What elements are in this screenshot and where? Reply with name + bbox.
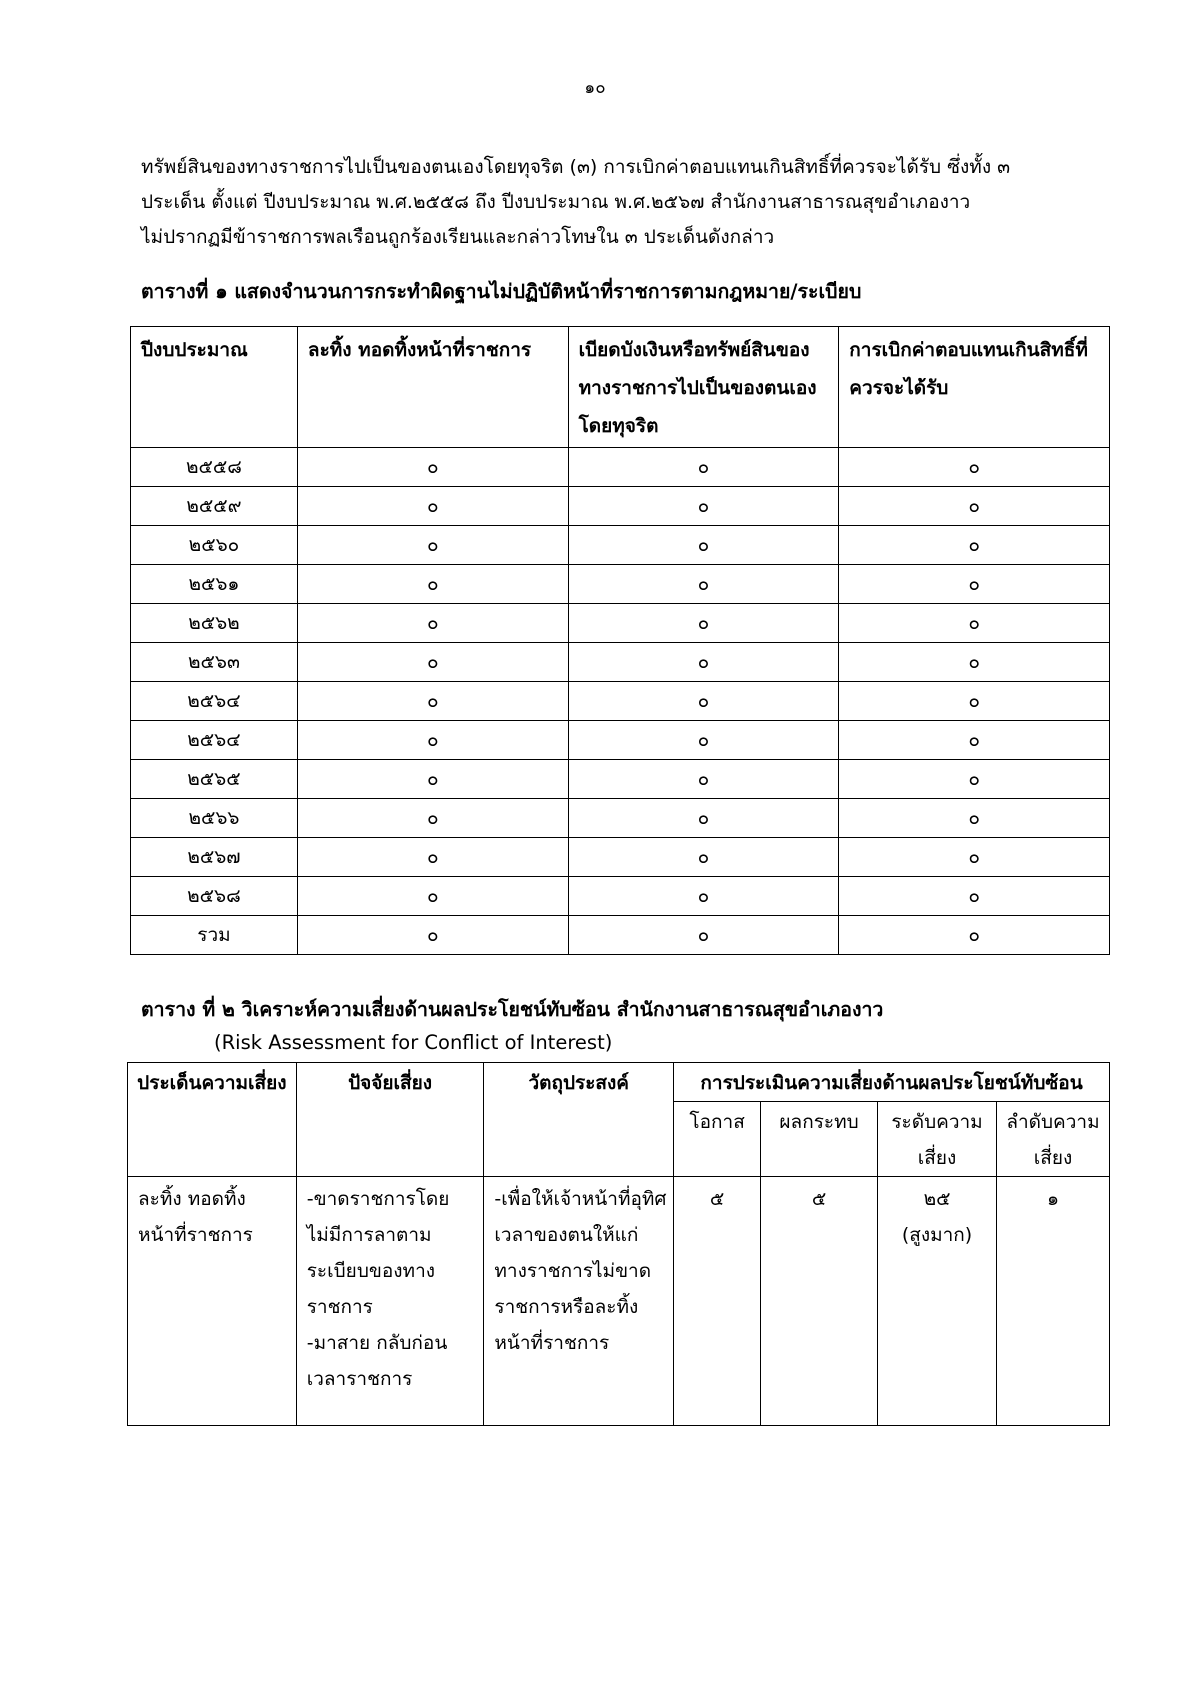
fiscal-year-cell: ๒๕๖๔ xyxy=(131,682,298,721)
count-cell: ๐ xyxy=(839,721,1110,760)
table-row xyxy=(131,682,1110,721)
count-cell: ๐ xyxy=(297,643,568,682)
count-cell: ๐ xyxy=(568,682,839,721)
count-cell: ๐ xyxy=(297,526,568,565)
count-cell: ๐ xyxy=(568,487,839,526)
count-cell: ๐ xyxy=(839,565,1110,604)
fiscal-year-cell: ๒๕๖๓ xyxy=(131,643,298,682)
count-cell: ๐ xyxy=(297,604,568,643)
count-cell: ๐ xyxy=(568,643,839,682)
table-row xyxy=(128,1177,1110,1426)
count-cell: ๐ xyxy=(297,760,568,799)
table-header-row xyxy=(128,1063,1110,1102)
header-risk-issue: ประเด็นความเสี่ยง xyxy=(128,1063,297,1177)
table-row xyxy=(131,526,1110,565)
count-cell: ๐ xyxy=(568,916,839,955)
risk-assessment-table xyxy=(127,1062,1110,1426)
count-cell: ๐ xyxy=(297,487,568,526)
count-cell: ๐ xyxy=(568,838,839,877)
fiscal-year-cell: ๒๕๖๒ xyxy=(131,604,298,643)
count-cell: ๐ xyxy=(568,526,839,565)
count-cell: ๐ xyxy=(297,877,568,916)
table-row xyxy=(131,721,1110,760)
count-cell: ๐ xyxy=(297,799,568,838)
fiscal-year-cell: รวม xyxy=(131,916,298,955)
header-impact: ผลกระทบ xyxy=(761,1102,878,1177)
count-cell: ๐ xyxy=(568,799,839,838)
count-cell: ๐ xyxy=(839,526,1110,565)
count-cell: ๐ xyxy=(568,604,839,643)
intro-line: ประเด็น ตั้งแต่ ปีงบประมาณ พ.ศ.๒๕๕๘ ถึง ปีงบประมาณ พ.ศ.๒๕๖๗ สำนักงานสาธารณสุขอำเภองาว xyxy=(141,191,971,213)
count-cell: ๐ xyxy=(568,448,839,487)
table2-caption: ตาราง ที่ ๒ วิเคราะห์ความเสี่ยงด้านผลประโยชน์ทับซ้อน สำนักงานสาธารณสุขอำเภองาว xyxy=(141,998,884,1021)
header-fiscal-year: ปีงบประมาณ xyxy=(131,327,298,448)
fiscal-year-cell: ๒๕๖๗ xyxy=(131,838,298,877)
count-cell: ๐ xyxy=(568,877,839,916)
header-risk-rank: ลำดับความเสี่ยง xyxy=(997,1102,1110,1177)
intro-line: ทรัพย์สินของทางราชการไปเป็นของตนเองโดยทุจริต (๓) การเบิกค่าตอบแทนเกินสิทธิ์ที่ควรจะได้รับ ซึ่งทั้ง ๓ xyxy=(141,156,1011,178)
fiscal-year-cell: ๒๕๖๘ xyxy=(131,877,298,916)
header-objective: วัตถุประสงค์ xyxy=(484,1063,674,1177)
header-risk-factor: ปัจจัยเสี่ยง xyxy=(296,1063,484,1177)
count-cell: ๐ xyxy=(297,448,568,487)
table-row xyxy=(131,799,1110,838)
fiscal-year-cell: ๒๕๖๕ xyxy=(131,760,298,799)
count-cell: ๐ xyxy=(839,916,1110,955)
risk-level-note: (สูงมาก) xyxy=(901,1224,973,1246)
risk-factor-cell xyxy=(296,1177,484,1426)
intro-paragraph xyxy=(141,150,1086,255)
count-cell: ๐ xyxy=(297,838,568,877)
count-cell: ๐ xyxy=(839,487,1110,526)
count-cell: ๐ xyxy=(839,838,1110,877)
fiscal-year-cell: ๒๕๕๘ xyxy=(131,448,298,487)
count-cell: ๐ xyxy=(568,565,839,604)
risk-level-cell xyxy=(878,1177,997,1426)
count-cell: ๐ xyxy=(839,643,1110,682)
intro-line: ไม่ปรากฏมีข้าราชการพลเรือนถูกร้องเรียนและกล่าวโทษใน ๓ ประเด็นดังกล่าว xyxy=(141,226,775,248)
risk-issue-cell: ละทิ้ง ทอดทิ้งหน้าที่ราชการ xyxy=(128,1177,297,1426)
count-cell: ๐ xyxy=(839,877,1110,916)
fiscal-year-cell: ๒๕๖๔ xyxy=(131,721,298,760)
risk-factor-item: -ขาดราชการโดยไม่มีการลาตามระเบียบของทางราชการ xyxy=(306,1188,450,1318)
count-cell: ๐ xyxy=(297,565,568,604)
table-row xyxy=(131,916,1110,955)
count-cell: ๐ xyxy=(568,721,839,760)
table-row xyxy=(131,760,1110,799)
table2-subcaption: (Risk Assessment for Conflict of Interest) xyxy=(214,1031,613,1054)
fiscal-year-cell: ๒๕๖๖ xyxy=(131,799,298,838)
table-row xyxy=(131,643,1110,682)
risk-rank-cell: ๑ xyxy=(997,1177,1110,1426)
table-row xyxy=(131,877,1110,916)
table-row xyxy=(131,448,1110,487)
header-excess-compensation: การเบิกค่าตอบแทนเกินสิทธิ์ที่ควรจะได้รับ xyxy=(839,327,1110,448)
table-row xyxy=(131,604,1110,643)
table-row xyxy=(131,487,1110,526)
violations-table xyxy=(130,326,1110,955)
fiscal-year-cell: ๒๕๕๙ xyxy=(131,487,298,526)
objective-cell: -เพื่อให้เจ้าหน้าที่อุทิศเวลาของตนให้แก่ทางราชการไม่ขาดราชการหรือละทิ้งหน้าที่ราชการ xyxy=(484,1177,674,1426)
table-header-row xyxy=(131,327,1110,448)
count-cell: ๐ xyxy=(568,760,839,799)
table-row xyxy=(131,565,1110,604)
table1-caption: ตารางที่ ๑ แสดงจำนวนการกระทำผิดฐานไม่ปฏิบัติหน้าที่ราชการตามกฎหมาย/ระเบียบ xyxy=(141,280,862,303)
header-embezzlement: เบียดบังเงินหรือทรัพย์สินของทางราชการไปเป็นของตนเองโดยทุจริต xyxy=(568,327,839,448)
count-cell: ๐ xyxy=(839,799,1110,838)
table-row xyxy=(131,838,1110,877)
header-assessment: การประเมินความเสี่ยงด้านผลประโยชน์ทับซ้อน xyxy=(674,1063,1110,1102)
header-risk-level: ระดับความเสี่ยง xyxy=(878,1102,997,1177)
fiscal-year-cell: ๒๕๖๐ xyxy=(131,526,298,565)
risk-level-value: ๒๕ xyxy=(923,1188,951,1210)
count-cell: ๐ xyxy=(297,916,568,955)
impact-cell: ๕ xyxy=(761,1177,878,1426)
risk-factor-item: -มาสาย กลับก่อนเวลาราชการ xyxy=(306,1332,448,1390)
count-cell: ๐ xyxy=(297,682,568,721)
fiscal-year-cell: ๒๕๖๑ xyxy=(131,565,298,604)
count-cell: ๐ xyxy=(839,760,1110,799)
header-abandon-duty: ละทิ้ง ทอดทิ้งหน้าที่ราชการ xyxy=(297,327,568,448)
count-cell: ๐ xyxy=(839,682,1110,721)
chance-cell: ๕ xyxy=(674,1177,761,1426)
count-cell: ๐ xyxy=(839,604,1110,643)
count-cell: ๐ xyxy=(297,721,568,760)
violations-table-body xyxy=(131,448,1110,955)
count-cell: ๐ xyxy=(839,448,1110,487)
header-chance: โอกาส xyxy=(674,1102,761,1177)
page-number: ๑๐ xyxy=(584,78,606,98)
